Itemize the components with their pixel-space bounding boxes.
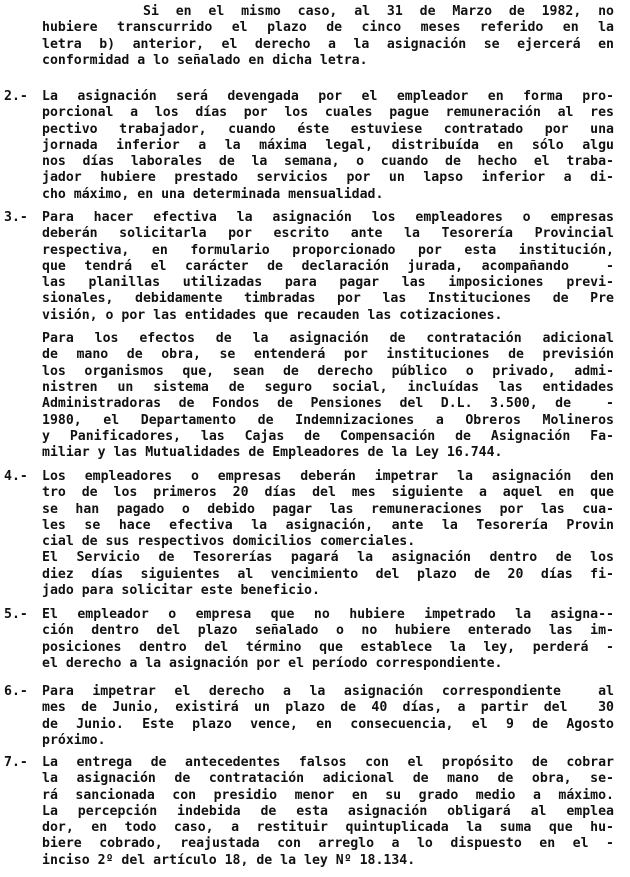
text-line: letra b) anterior, el derecho a la asignación se ejercerá en	[42, 36, 614, 52]
text-line: La entrega de antecedentes falsos con el propósito de cobrar	[42, 755, 614, 770]
item-number: 7.-	[4, 755, 28, 770]
text-line: Para los efectos de la asignación de contratación adicional	[42, 331, 614, 347]
numbered-item-5	[4, 607, 614, 672]
text-line: inciso 2º del artículo 18, de la ley Nº 18.134.	[42, 852, 416, 868]
text-line: que tendrá el carácter de declaración jurada, acompañando -	[42, 258, 614, 274]
text-line: próximo.	[42, 732, 106, 748]
text-line: cial de sus respectivos domicilios comerciales.	[42, 534, 416, 550]
numbered-item-6	[4, 684, 614, 749]
numbered-item-2	[4, 89, 614, 203]
subparagraph	[42, 331, 614, 461]
text-line: jornada inferior a la máxima legal, distribuída en sólo algu	[42, 137, 614, 153]
text-line: Si en el mismo caso, al 31 de Marzo de 1982, no	[42, 4, 614, 19]
text-line: rá sancionada con presidio menor en su grado medio a máximo.	[42, 787, 614, 803]
text-line: nistren un sistema de seguro social, incluídas las entidades	[42, 379, 614, 395]
item-number: 5.-	[4, 607, 28, 622]
text-line: nos días laborales de la semana, o cuando de hecho el traba-	[42, 154, 614, 170]
text-line: jado para solicitar este beneficio.	[42, 583, 320, 599]
text-line: visión, o por las entidades que recauden las cotizaciones.	[42, 307, 503, 323]
text-line: biere cobrado, reajustada con arreglo a lo dispuesto en el -	[42, 836, 614, 852]
text-line: el derecho a la asignación por el período correspondiente.	[42, 655, 503, 671]
numbered-item-7	[4, 755, 614, 869]
text-line: de Junio. Este plazo vence, en consecuencia, el 9 de Agosto	[42, 716, 614, 732]
item-number: 2.-	[4, 89, 28, 104]
item-number: 6.-	[4, 684, 28, 699]
text-line: miliar y las Mutualidades de Empleadores de la Ley 16.744.	[42, 445, 503, 461]
numbered-item-3	[4, 210, 614, 461]
text-line: y Panificadores, las Cajas de Compensación de Asignación Fa-	[42, 428, 614, 444]
text-line: se han pagado o debido pagar las remuneraciones por las cua-	[42, 501, 614, 517]
text-line: Los empleadores o empresas deberán impetrar la asignación den	[42, 469, 614, 484]
text-line: La asignación será devengada por el empleador en forma pro-	[42, 89, 614, 104]
item-body	[42, 607, 614, 672]
text-line: les se hace efectiva la asignación, ante la Tesorería Provin	[42, 517, 614, 533]
item-body	[42, 210, 614, 461]
text-line: cho máximo, en una determinada mensualidad.	[42, 186, 384, 202]
text-line: Para impetrar el derecho a la asignación correspondiente al	[42, 684, 614, 699]
text-line: las planillas utilizadas para pagar las imposiciones previ-	[42, 275, 614, 291]
text-line: jador hubiere prestado servicios por un lapso inferior a di-	[42, 170, 614, 186]
text-line: 1980, el Departamento de Indemnizaciones a Obreros Molineros	[42, 412, 614, 428]
text-line: Administradoras de Fondos de Pensiones del D.L. 3.500, de -	[42, 396, 614, 412]
text-line: posiciones dentro del término que establece la ley, perderá -	[42, 639, 614, 655]
text-line: sionales, debidamente timbradas por las Instituciones de Pre	[42, 291, 614, 307]
item-body	[42, 684, 614, 749]
text-line: tro de los primeros 20 días del mes siguiente a aquel en que	[42, 485, 614, 501]
text-line: deberán solicitarla por escrito ante la Tesorería Provincial	[42, 226, 614, 242]
item-body	[42, 469, 614, 599]
text-line: Para hacer efectiva la asignación los empleadores o empresas	[42, 210, 614, 225]
text-line: El Servicio de Tesorerías pagará la asignación dentro de los	[42, 550, 614, 566]
text-line: la asignación de contratación adicional de mano de obra, se-	[42, 771, 614, 787]
item-number: 3.-	[4, 210, 28, 225]
text-line: los organismos que, sean de derecho público o privado, admi-	[42, 363, 614, 379]
text-line: porcional a los días por los cuales pague remuneración al res	[42, 105, 614, 121]
intro-paragraph	[42, 4, 614, 69]
text-line: hubiere transcurrido el plazo de cinco meses referido en la	[42, 20, 614, 36]
text-line: pectivo trabajador, cuando éste estuviese contratado por una	[42, 121, 614, 137]
text-line: mes de Junio, existirá un plazo de 40 días, a partir del 30	[42, 700, 614, 716]
item-number: 4.-	[4, 469, 28, 484]
text-line: de mano de obra, se entenderá por instituciones de previsión	[42, 347, 614, 363]
item-body	[42, 89, 614, 203]
item-body	[42, 755, 614, 869]
text-line: dor, en todo caso, a restituir quintuplicada la suma que hu-	[42, 820, 614, 836]
text-line: La percepción indebida de esta asignación obligará al emplea	[42, 803, 614, 819]
numbered-item-4	[4, 469, 614, 599]
text-line: El empleador o empresa que no hubiere impetrado la asigna--	[42, 607, 614, 622]
text-line: respectiva, en formulario proporcionado por esta institución,	[42, 242, 614, 258]
text-line: ción dentro del plazo señalado o no hubiere enterado las im-	[42, 623, 614, 639]
text-line: diez días siguientes al vencimiento del plazo de 20 días fi-	[42, 566, 614, 582]
text-line: conformidad a lo señalado en dicha letra.	[42, 52, 368, 68]
